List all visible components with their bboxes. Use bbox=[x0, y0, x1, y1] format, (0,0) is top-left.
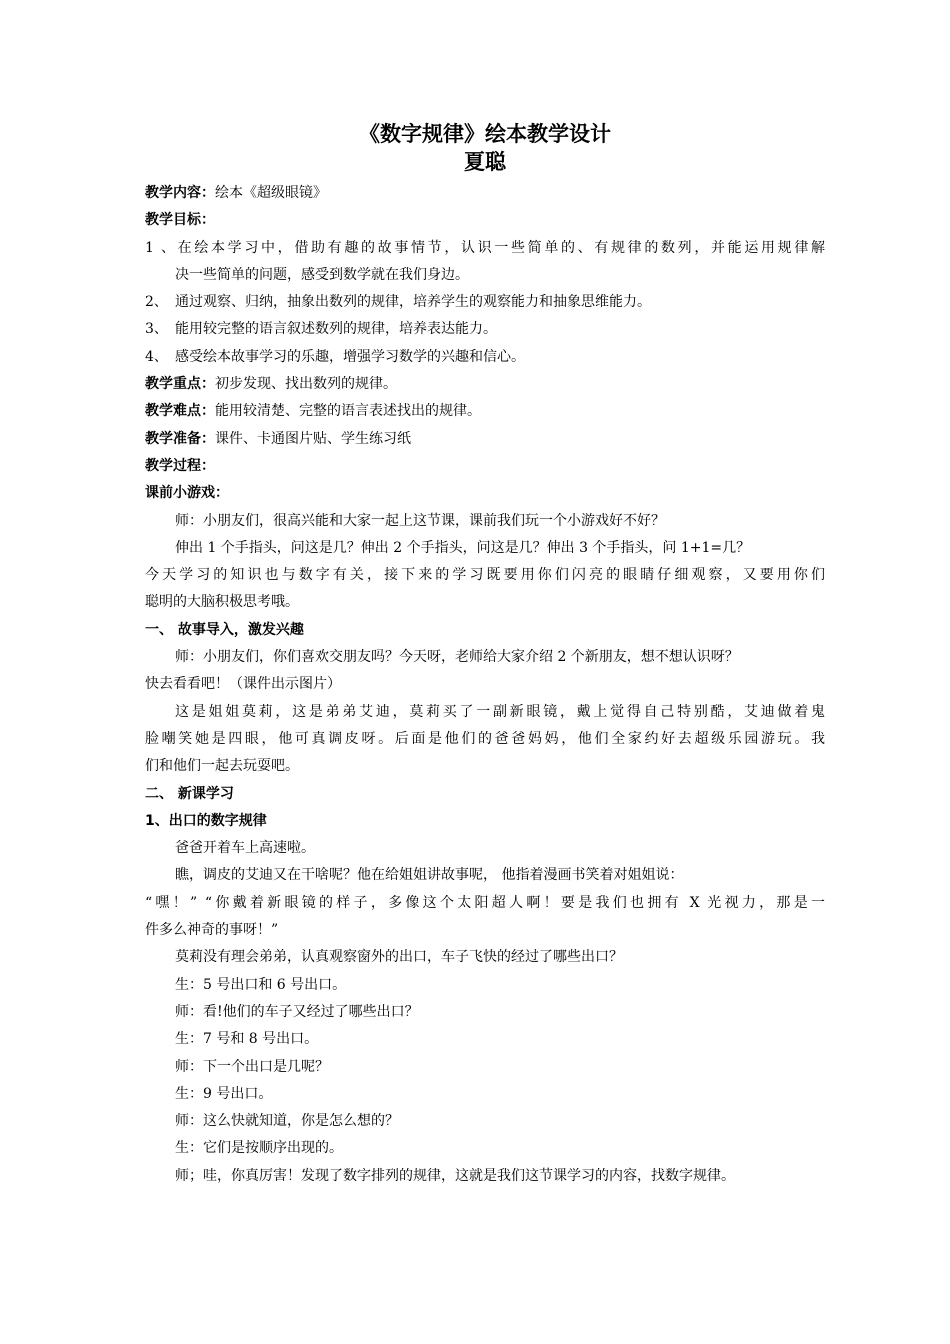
teaching-key-value: 初步发现、找出数列的规律。 bbox=[215, 376, 397, 393]
goal-item: 3、 能用较完整的语言叙述数列的规律，培养表达能力。 bbox=[145, 321, 497, 338]
teaching-difficulty-line bbox=[145, 398, 825, 425]
paragraph-continued: “嘿！” “你戴着新眼镜的样子，多像这个太阳超人啊！要是我们也拥有 X 光视力，那是一 bbox=[145, 894, 825, 911]
paragraph: 莫莉没有理会弟弟，认真观察窗外的出口，车子飞快的经过了哪些出口？ bbox=[175, 949, 623, 966]
paragraph: 爸爸开着车上高速啦。 bbox=[175, 840, 315, 857]
dialog-line: 师：看!他们的车子又经过了哪些出口？ bbox=[175, 1003, 419, 1020]
dialog-line: 生：5 号出口和 6 号出口。 bbox=[175, 976, 347, 993]
warmup-game-label: 课前小游戏： bbox=[145, 485, 229, 502]
teaching-process-label: 教学过程： bbox=[145, 457, 215, 474]
teaching-difficulty-value: 能用较清楚、完整的语言表述找出的规律。 bbox=[215, 403, 481, 420]
dialog-line: 师：这么快就知道，你是怎么想的？ bbox=[175, 1113, 399, 1130]
paragraph: 瞧，调皮的艾迪又在干啥呢？他在给姐姐讲故事呢， 他指着漫画书笑着对姐姐说： bbox=[175, 867, 684, 884]
dialog-line: 生：它们是按顺序出现的。 bbox=[175, 1140, 343, 1157]
dialog-line: 师：下一个出口是几呢？ bbox=[175, 1058, 329, 1075]
teaching-key-label: 教学重点： bbox=[145, 376, 215, 393]
goal-item: 2、 通过观察、归纳，抽象出数列的规律，培养学生的观察能力和抽象思维能力。 bbox=[145, 294, 651, 311]
paragraph-continued: 件多么神奇的事呀！” bbox=[145, 922, 279, 939]
paragraph-continued: 今天学习的知识也与数字有关，接下来的学习既要用你们闪亮的眼睛仔细观察，又要用你们 bbox=[145, 567, 825, 584]
dialog-line: 生：7 号和 8 号出口。 bbox=[175, 1031, 319, 1048]
teaching-goals-label: 教学目标： bbox=[145, 212, 215, 229]
paragraph: 伸出 1 个手指头，问这是几？伸出 2 个手指头，问这是几？伸出 3 个手指头，问 1+1=几？ bbox=[175, 539, 751, 556]
document-author: 夏聪 bbox=[464, 150, 506, 174]
teaching-key-line bbox=[145, 371, 825, 398]
paragraph: 师：小朋友们，很高兴能和大家一起上这节课，课前我们玩一个小游戏好不好？ bbox=[175, 512, 665, 529]
paragraph-continued: 快去看看吧！（课件出示图片） bbox=[145, 676, 341, 693]
goal-item: 4、 感受绘本故事学习的乐趣，增强学习数学的兴趣和信心。 bbox=[145, 348, 525, 365]
dialog-line: 师；哇，你真厉害！发现了数字排列的规律，这就是我们这节课学习的内容，找数字规律。 bbox=[175, 1167, 735, 1184]
document-title: 《数字规律》绘本教学设计 bbox=[359, 122, 611, 146]
section-heading-2: 二、 新课学习 bbox=[145, 785, 234, 802]
paragraph-continued: 们和他们一起去玩耍吧。 bbox=[145, 758, 299, 775]
section-heading-1: 一、 故事导入，激发兴趣 bbox=[145, 621, 304, 638]
dialog-line: 生：9 号出口。 bbox=[175, 1085, 273, 1102]
teaching-content-label: 教学内容： bbox=[145, 185, 215, 201]
teaching-difficulty-label: 教学难点： bbox=[145, 403, 215, 420]
subsection-heading: 1、出口的数字规律 bbox=[145, 812, 267, 829]
paragraph: 这是姐姐莫莉，这是弟弟艾迪，莫莉买了一副新眼镜，戴上觉得自己特别酷，艾迪做着鬼 bbox=[175, 703, 825, 720]
teaching-prep-label: 教学准备： bbox=[145, 430, 215, 447]
teaching-content-value: 绘本《超级眼镜》 bbox=[215, 185, 327, 201]
goal-item-continued: 决一些简单的问题，感受到数学就在我们身边。 bbox=[175, 266, 469, 283]
paragraph-continued: 脸嘲笑她是四眼，他可真调皮呀。后面是他们的爸爸妈妈，他们全家约好去超级乐园游玩。我 bbox=[145, 730, 825, 747]
teaching-content-line bbox=[145, 180, 825, 207]
paragraph-continued: 聪明的大脑积极思考哦。 bbox=[145, 594, 299, 611]
goal-item: 1、在绘本学习中，借助有趣的故事情节，认识一些简单的、有规律的数列，并能运用规律解 bbox=[145, 239, 825, 256]
teaching-prep-line bbox=[145, 426, 825, 453]
document-content bbox=[145, 120, 825, 1190]
paragraph: 师：小朋友们，你们喜欢交朋友吗？今天呀，老师给大家介绍 2 个新朋友，想不想认识呀？ bbox=[175, 649, 739, 666]
teaching-prep-value: 课件、卡通图片贴、学生练习纸 bbox=[215, 430, 411, 447]
